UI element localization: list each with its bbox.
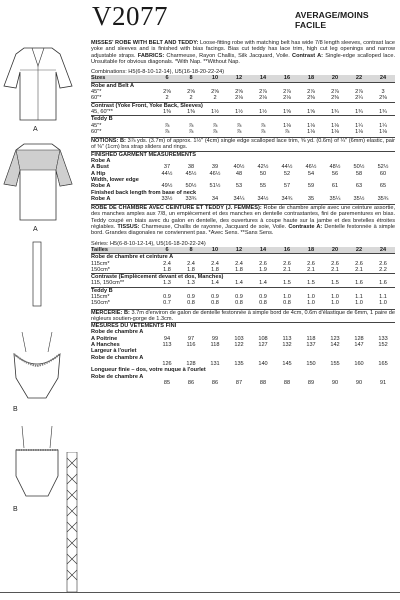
section-heading: Robe de chambre et ceinture A bbox=[91, 254, 395, 261]
row-label: 45"* bbox=[91, 89, 102, 96]
cell: 46½ bbox=[305, 164, 317, 171]
sizes-row-fr bbox=[91, 247, 395, 254]
sizes-row-en bbox=[91, 75, 395, 82]
section-row bbox=[91, 102, 395, 109]
cell: 49½ bbox=[161, 183, 173, 190]
size-cell: 20 bbox=[323, 247, 347, 254]
cell: 2⅞ bbox=[331, 89, 339, 96]
cell: 57 bbox=[283, 183, 291, 190]
cell: 45½ bbox=[185, 170, 197, 177]
cell: 90 bbox=[355, 379, 363, 386]
cell: 2⅝ bbox=[187, 89, 195, 96]
cell: 2⅜ bbox=[331, 95, 339, 102]
cell: 2⅝ bbox=[235, 89, 243, 96]
cell: 135 bbox=[234, 360, 244, 367]
section-row bbox=[91, 287, 395, 294]
cell: 34½ bbox=[257, 195, 269, 202]
row-label: A Hip bbox=[91, 170, 106, 177]
difficulty-label: AVERAGE/MOINS FACILE bbox=[295, 10, 369, 30]
cell: 2.6 bbox=[307, 260, 315, 267]
cell: 2.6 bbox=[331, 260, 339, 267]
row-label: 115, 150cm** bbox=[91, 280, 125, 287]
cell: 127 bbox=[258, 342, 268, 349]
belt-illustration bbox=[30, 240, 44, 308]
row-label: 45, 60"** bbox=[91, 108, 113, 115]
cell: 1.1 bbox=[379, 293, 387, 300]
notions-fr-text: 3.7m d'environ de galon de dentelle festonnée à simple bord de 4cm, 0.6m d'élastique de 6mm, 1 paire de régleurs soutien-gorge de 1.3cm. bbox=[91, 309, 395, 322]
size-cell: 14 bbox=[251, 75, 275, 82]
section-heading: Contraste (Emplècement devant et dos, Manches) bbox=[91, 274, 395, 281]
cell: 128 bbox=[186, 360, 196, 367]
cell: 1¾ bbox=[331, 108, 339, 115]
cell: 2⅛ bbox=[235, 95, 243, 102]
row-label: 115cm* bbox=[91, 293, 110, 300]
cell: 0.9 bbox=[235, 293, 243, 300]
size-cell: 16 bbox=[275, 75, 299, 82]
cell: 118 bbox=[210, 342, 220, 349]
section-heading: Robe de chambre A bbox=[91, 329, 144, 336]
cell: 86 bbox=[211, 379, 219, 386]
cell: 2 bbox=[213, 95, 217, 102]
cell: 0.8 bbox=[187, 300, 195, 307]
cell: 1.9 bbox=[259, 266, 267, 273]
cell: 48 bbox=[235, 170, 243, 177]
cell: 1⅛ bbox=[379, 128, 387, 135]
row-label: 45"* bbox=[91, 122, 102, 129]
yardage-table-en bbox=[91, 75, 395, 135]
cell: 1.4 bbox=[235, 280, 243, 287]
cell: 133 bbox=[378, 335, 388, 342]
cell: 1.0 bbox=[331, 293, 339, 300]
cell: 1.0 bbox=[283, 293, 291, 300]
cell: 34¾ bbox=[281, 195, 293, 202]
section-row bbox=[91, 82, 395, 89]
figure-label-a-back: A bbox=[33, 226, 38, 233]
cell: 2⅞ bbox=[307, 89, 315, 96]
cell: 44½ bbox=[161, 170, 173, 177]
size-cell: 8 bbox=[179, 247, 203, 254]
table-row bbox=[91, 95, 395, 102]
cell: 137 bbox=[306, 342, 316, 349]
table-row bbox=[91, 109, 395, 116]
cell: 145 bbox=[282, 360, 292, 367]
cell: 0.8 bbox=[235, 300, 243, 307]
section-heading: FINISHED GARMENT MEASUREMENTS bbox=[91, 151, 395, 158]
cell: ⅞ bbox=[188, 128, 194, 135]
section-heading: Finished back length from base of neck bbox=[91, 189, 197, 196]
cell: 37 bbox=[163, 164, 171, 171]
notions-en-text: 3⅞ yds. (3.7m) of approx. 1½" (4cm) single edge scalloped lace trim, ⅝ yd. (0.6m) of ¼" (6mm) elastic, pair of ⅜" (1cm) bra strap sliders and rings. bbox=[91, 138, 396, 151]
cell: 123 bbox=[330, 335, 340, 342]
cell: 1½ bbox=[211, 108, 219, 115]
cell: 1.6 bbox=[355, 280, 363, 287]
cell: 2¼ bbox=[355, 95, 363, 102]
cell: 155 bbox=[330, 360, 340, 367]
description-en bbox=[91, 40, 395, 65]
cell: ⅞ bbox=[212, 128, 218, 135]
cell: 39 bbox=[211, 164, 219, 171]
cell: 58 bbox=[355, 170, 363, 177]
measurements-table-fr bbox=[91, 322, 395, 386]
cell: 1⅝ bbox=[283, 108, 291, 115]
cell: 3 bbox=[381, 89, 385, 96]
cell: 1.0 bbox=[331, 300, 339, 307]
cell: 1.0 bbox=[355, 300, 363, 307]
cell: 2 bbox=[165, 95, 169, 102]
cell: 1⅛ bbox=[331, 128, 339, 135]
lace-trim-swatch bbox=[64, 452, 80, 592]
cell: 1⅛ bbox=[355, 128, 363, 135]
cell: 34 bbox=[211, 195, 219, 202]
size-cell: 12 bbox=[227, 75, 251, 82]
cell: 131 bbox=[210, 360, 220, 367]
cell: 2.4 bbox=[163, 260, 171, 267]
cell: 1.8 bbox=[163, 266, 171, 273]
cell: 44½ bbox=[281, 164, 293, 171]
cell: 2.1 bbox=[283, 266, 291, 273]
cell: 52 bbox=[283, 170, 291, 177]
notions-label-fr: MERCERIE: B: bbox=[91, 309, 130, 316]
contrast-fr: Dentelle festonnée à simple bord. Grandes diagonales ne conviennent pas. *Avec Sens. **Sans Sens. bbox=[91, 224, 395, 237]
illustration-column bbox=[0, 40, 82, 592]
section-row bbox=[91, 116, 395, 123]
cell: ⅞ bbox=[164, 122, 170, 129]
cell: 0.9 bbox=[211, 293, 219, 300]
cell: 56 bbox=[331, 170, 339, 177]
section-heading: Robe de chambre A bbox=[91, 373, 144, 380]
cell: ⅞ bbox=[212, 122, 218, 129]
cell: 0.8 bbox=[283, 300, 291, 307]
table-row bbox=[91, 300, 395, 306]
cell: 1.6 bbox=[379, 280, 387, 287]
row-label: 60"* bbox=[91, 128, 102, 135]
cell: 2.1 bbox=[331, 266, 339, 273]
section-heading: Longueur finie – dos, votre nuque à l'ourlet bbox=[91, 367, 206, 374]
cell: 165 bbox=[378, 360, 388, 367]
cell: ⅞ bbox=[164, 128, 170, 135]
notions-fr bbox=[91, 310, 395, 323]
cell: 53 bbox=[235, 183, 243, 190]
contrast-en: Single-edge scalloped lace. Unsuitable for obvious diagonals. *With Nap. **Without Nap. bbox=[91, 52, 396, 65]
size-cell: 12 bbox=[227, 247, 251, 254]
notions-en bbox=[91, 138, 395, 151]
size-cell: 14 bbox=[251, 247, 275, 254]
cell: 90 bbox=[331, 379, 339, 386]
section-heading: Robe de chambre A bbox=[91, 354, 144, 361]
cell: 50½ bbox=[353, 164, 365, 171]
figure-label-b-back: B bbox=[13, 506, 18, 513]
section-heading: Robe A bbox=[91, 158, 111, 165]
cell: 1.4 bbox=[259, 280, 267, 287]
cell: 1.8 bbox=[211, 266, 219, 273]
cell: 1.4 bbox=[211, 280, 219, 287]
cell: 61 bbox=[331, 183, 339, 190]
size-cell: 24 bbox=[371, 75, 395, 82]
table-row bbox=[91, 196, 395, 202]
title-fr: ROBE DE CHAMBRE AVEC CEINTURE ET TEDDY (J. FEMMES): bbox=[91, 205, 262, 212]
cell: 2⅛ bbox=[283, 95, 291, 102]
cell: 33½ bbox=[161, 195, 173, 202]
section-row bbox=[91, 254, 395, 261]
cell: 85 bbox=[163, 379, 171, 386]
cell: 1⅜ bbox=[187, 108, 195, 115]
fabrics-label-en: FABRICS: bbox=[135, 52, 165, 59]
figure-label-a: A bbox=[33, 126, 38, 133]
cell: 86 bbox=[187, 379, 195, 386]
cell: ⅞ bbox=[260, 128, 266, 135]
section-heading: Contrast (Yoke Front, Yoke Back, Sleeves) bbox=[91, 102, 395, 109]
cell: 2⅝ bbox=[211, 89, 219, 96]
section-row bbox=[91, 274, 395, 281]
cell: 35¼ bbox=[329, 195, 341, 202]
cell: 54 bbox=[307, 170, 315, 177]
cell: 150 bbox=[306, 360, 316, 367]
cell: 52½ bbox=[377, 164, 389, 171]
fabrics-label-fr: TISSUS: bbox=[115, 224, 140, 231]
cell: 2⅝ bbox=[163, 89, 171, 96]
row-label: 60"* bbox=[91, 95, 102, 102]
size-cell: 16 bbox=[275, 247, 299, 254]
row-label bbox=[91, 380, 155, 386]
section-row bbox=[91, 323, 395, 330]
cell: 1½ bbox=[259, 108, 267, 115]
cell: 88 bbox=[283, 379, 291, 386]
cell: ⅞ bbox=[188, 122, 194, 129]
row-label: 115cm* bbox=[91, 260, 110, 267]
cell: 2.6 bbox=[379, 260, 387, 267]
yardage-table-fr bbox=[91, 247, 395, 307]
teddy-back-illustration bbox=[6, 424, 68, 504]
instructions-column bbox=[91, 40, 395, 386]
notions-label-en: NOTIONS: B: bbox=[91, 138, 126, 145]
title-en: MISSES' ROBE WITH BELT AND TEDDY: bbox=[91, 40, 199, 46]
size-cell: 8 bbox=[179, 75, 203, 82]
cell: 2.4 bbox=[187, 260, 195, 267]
section-heading: Largeur à l'ourlet bbox=[91, 348, 137, 355]
table-row bbox=[91, 380, 395, 386]
cell: 1⅛ bbox=[307, 122, 315, 129]
footer-rule bbox=[0, 592, 400, 593]
cell: 103 bbox=[234, 335, 244, 342]
cell: 35¾ bbox=[377, 195, 389, 202]
measurements-table-en bbox=[91, 151, 395, 202]
cell: 2.6 bbox=[283, 260, 291, 267]
cell: 48½ bbox=[329, 164, 341, 171]
cell: 50½ bbox=[185, 183, 197, 190]
row-label: A Poitrine bbox=[91, 335, 118, 342]
cell: 0.9 bbox=[163, 293, 171, 300]
sizes-label: Tailles bbox=[91, 247, 155, 254]
cell: 1⅛ bbox=[307, 128, 315, 135]
cell: 152 bbox=[378, 342, 388, 349]
cell: 1⅛ bbox=[283, 122, 291, 129]
robe-back-illustration bbox=[2, 140, 74, 224]
cell: 108 bbox=[258, 335, 268, 342]
table-row bbox=[91, 129, 395, 135]
fabrics-fr: Charmeuse, Challis de rayonne, Jacquard de soie, Voile. bbox=[139, 224, 287, 231]
cell: 87 bbox=[235, 379, 243, 386]
pattern-number: V2077 bbox=[92, 1, 168, 31]
size-cell: 10 bbox=[203, 247, 227, 254]
cell: 160 bbox=[354, 360, 364, 367]
cell: 1.5 bbox=[331, 280, 339, 287]
row-label: 150cm* bbox=[91, 300, 110, 307]
cell: 1⅜ bbox=[163, 108, 171, 115]
description-fr-text: Robe de chambre ample avec une ceinture assortie, des manches amples aux 7/8, un empiècement et des manches en dentelle contrastantes, fini de parementures en bias. Teddy coupé en biais avec du galon en dentelle, des ouvertures à coupe haute sur la jambe et des bretelles étroites réglables. bbox=[91, 205, 395, 231]
fabrics-en: Charmeuse, Rayon Challis, Silk Jacquard, Voile. bbox=[164, 52, 290, 59]
size-cell: 10 bbox=[203, 75, 227, 82]
robe-front-illustration bbox=[2, 42, 74, 124]
row-label: Robe A bbox=[91, 195, 111, 202]
cell: 0.7 bbox=[163, 300, 171, 307]
cell: 99 bbox=[211, 335, 219, 342]
sizes-label: Sizes bbox=[91, 75, 155, 82]
cell: 42½ bbox=[257, 164, 269, 171]
cell: 113 bbox=[282, 335, 292, 342]
row-label: Robe A bbox=[91, 183, 111, 190]
cell: ⅞ bbox=[236, 128, 242, 135]
cell: 33¾ bbox=[185, 195, 197, 202]
cell: 1.1 bbox=[355, 293, 363, 300]
section-heading: Teddy B bbox=[91, 287, 395, 294]
cell: 140 bbox=[258, 360, 268, 367]
cell: 1¼ bbox=[355, 122, 363, 129]
size-cell: 22 bbox=[347, 75, 371, 82]
cell: 1⅝ bbox=[307, 108, 315, 115]
size-cell: 24 bbox=[371, 247, 395, 254]
cell: 46½ bbox=[209, 170, 221, 177]
cell: 1.3 bbox=[187, 280, 195, 287]
cell: 132 bbox=[282, 342, 292, 349]
size-cell: 6 bbox=[155, 247, 179, 254]
cell: 2.4 bbox=[211, 260, 219, 267]
figure-label-b: B bbox=[13, 406, 18, 413]
cell: 2.6 bbox=[355, 260, 363, 267]
section-heading: Teddy B bbox=[91, 116, 395, 123]
description-fr bbox=[91, 205, 395, 236]
row-label: A Bust bbox=[91, 164, 109, 171]
cell: ⅞ bbox=[260, 122, 266, 129]
table-row bbox=[91, 280, 395, 287]
combinations-en: Combinations: H5(6-8-10-12-14), U5(16-18-20-22-24) bbox=[91, 69, 225, 76]
teddy-front-illustration bbox=[6, 330, 68, 404]
cell: 94 bbox=[163, 335, 171, 342]
contrast-label-en: Contrast A: bbox=[289, 52, 323, 59]
cell: ⅞ bbox=[284, 128, 290, 135]
cell: 2⅞ bbox=[283, 89, 291, 96]
cell: 147 bbox=[354, 342, 364, 349]
cell: 0.9 bbox=[259, 293, 267, 300]
cell: 2 bbox=[189, 95, 193, 102]
size-cell: 18 bbox=[299, 75, 323, 82]
section-heading: MESURES DU VÊTEMENTS FINI bbox=[91, 323, 395, 330]
cell: 35½ bbox=[353, 195, 365, 202]
cell: 1¾ bbox=[355, 108, 363, 115]
cell: 2.6 bbox=[259, 260, 267, 267]
cell: 116 bbox=[186, 342, 196, 349]
cell: 97 bbox=[187, 335, 195, 342]
cell: 2⅜ bbox=[379, 95, 387, 102]
cell: 40½ bbox=[233, 164, 245, 171]
cell: 51½ bbox=[209, 183, 221, 190]
cell: 1.5 bbox=[283, 280, 291, 287]
description-en-text: Loose-fitting robe with matching belt has wide 7/8 length sleeves, contrast lace yoke and sleeves and is finished with bias facings. Bias cut teddy has lace trim, high cut leg openings and narrow adjustable straps. bbox=[91, 40, 395, 59]
cell: 35 bbox=[307, 195, 315, 202]
section-heading: Width, lower edge bbox=[91, 176, 139, 183]
cell: 1.0 bbox=[307, 293, 315, 300]
cell: 0.9 bbox=[187, 293, 195, 300]
size-cell: 20 bbox=[323, 75, 347, 82]
size-cell: 6 bbox=[155, 75, 179, 82]
cell: 2⅛ bbox=[259, 95, 267, 102]
cell: 142 bbox=[330, 342, 340, 349]
cell: 1.0 bbox=[379, 300, 387, 307]
cell: 1.8 bbox=[235, 266, 243, 273]
cell: 1.3 bbox=[163, 280, 171, 287]
contrast-label-fr: Contraste A: bbox=[286, 224, 323, 231]
cell: 1¼ bbox=[379, 122, 387, 129]
cell: 1.8 bbox=[187, 266, 195, 273]
cell: 50 bbox=[259, 170, 267, 177]
cell: 0.8 bbox=[211, 300, 219, 307]
cell: 0.8 bbox=[259, 300, 267, 307]
cell: 1¾ bbox=[379, 108, 387, 115]
cell: 2.2 bbox=[379, 266, 387, 273]
series-fr: Séries: H5(6-8-10-12-14), U5(16-18-20-22-24) bbox=[91, 240, 206, 247]
cell: 1⅛ bbox=[331, 122, 339, 129]
table-row bbox=[91, 267, 395, 274]
cell: 59 bbox=[307, 183, 315, 190]
cell: 2.1 bbox=[355, 266, 363, 273]
cell: 65 bbox=[379, 183, 387, 190]
cell: 113 bbox=[162, 342, 172, 349]
cell: 122 bbox=[234, 342, 244, 349]
cell: 1.5 bbox=[307, 280, 315, 287]
cell: 128 bbox=[354, 335, 364, 342]
section-heading: Robe and Belt A bbox=[91, 82, 395, 89]
cell: 2⅞ bbox=[355, 89, 363, 96]
cell: 126 bbox=[162, 360, 172, 367]
row-label: 150cm* bbox=[91, 266, 110, 273]
cell: 89 bbox=[307, 379, 315, 386]
cell: ⅞ bbox=[236, 122, 242, 129]
cell: 2⅜ bbox=[307, 95, 315, 102]
cell: 55 bbox=[259, 183, 267, 190]
size-cell: 22 bbox=[347, 247, 371, 254]
section-row bbox=[91, 151, 395, 158]
cell: 1.0 bbox=[307, 300, 315, 307]
row-label: A Hanches bbox=[91, 342, 120, 349]
cell: 91 bbox=[379, 379, 387, 386]
cell: 88 bbox=[259, 379, 267, 386]
cell: 38 bbox=[187, 164, 195, 171]
cell: 2⅞ bbox=[259, 89, 267, 96]
size-cell: 18 bbox=[299, 247, 323, 254]
cell: 60 bbox=[379, 170, 387, 177]
cell: 2.1 bbox=[307, 266, 315, 273]
cell: 63 bbox=[355, 183, 363, 190]
cell: 34¼ bbox=[233, 195, 245, 202]
cell: 1½ bbox=[235, 108, 243, 115]
cell: 118 bbox=[306, 335, 316, 342]
cell: 2.4 bbox=[235, 260, 243, 267]
